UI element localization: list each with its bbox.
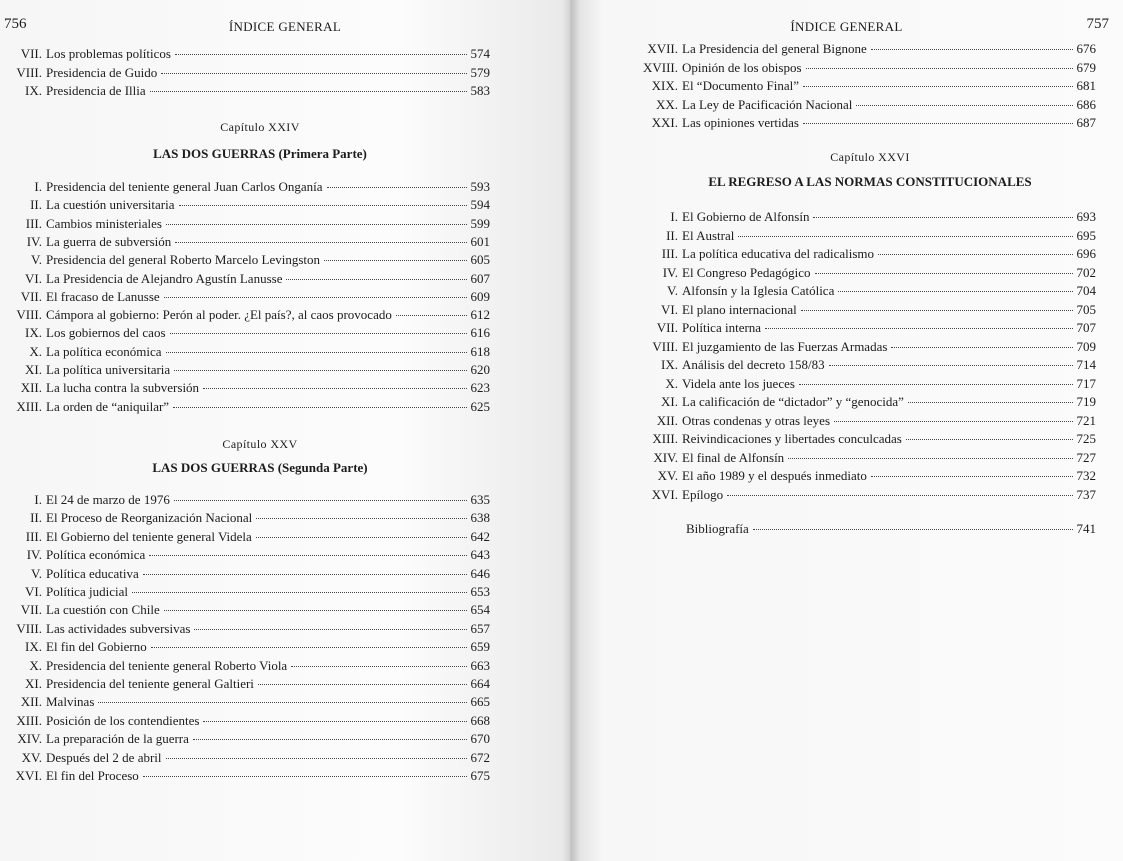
entry-page: 579	[470, 64, 490, 80]
leader-dots	[175, 53, 467, 55]
entry-title: Presidencia del general Roberto Marcelo Levingston	[46, 252, 320, 268]
entry-title: Política judicial	[46, 584, 128, 599]
entry-number: IX.	[661, 357, 678, 372]
entry-page: 601	[470, 233, 490, 249]
entry-page: 659	[470, 639, 490, 655]
leader-dots	[324, 259, 467, 261]
entry-number: XV.	[21, 749, 42, 765]
entry-number: X.	[29, 343, 42, 359]
leader-dots	[256, 536, 467, 538]
entry-page: 704	[1076, 283, 1096, 298]
entry-number: V.	[667, 283, 678, 298]
entry-title: Malvinas	[46, 694, 95, 710]
toc-entry	[4, 528, 490, 546]
entry-number: X.	[665, 375, 678, 391]
leader-dots	[803, 85, 1073, 87]
entry-page: 707	[1076, 320, 1096, 335]
entry-page: 672	[470, 749, 490, 765]
entry-title: El fin del Proceso	[46, 768, 139, 783]
running-head: ÍNDICE GENERAL	[790, 19, 903, 34]
leader-dots	[908, 401, 1073, 403]
toc-entry	[4, 233, 490, 251]
entry-page: 574	[470, 46, 490, 61]
entry-page: 609	[470, 288, 490, 304]
entry-number: XVII.	[647, 41, 678, 56]
entry-title: La lucha contra la subversión	[46, 380, 200, 396]
entry-title: Posición de los contendientes	[46, 712, 200, 728]
toc-entry	[4, 712, 490, 730]
leader-dots	[396, 314, 467, 316]
entry-number: XVIII.	[642, 59, 678, 75]
entry-number: V.	[31, 252, 42, 268]
toc-entry	[4, 601, 490, 619]
leader-dots	[856, 104, 1072, 106]
entry-page: 687	[1076, 115, 1096, 130]
chapter-title: LAS DOS GUERRAS (Primera Parte)	[153, 146, 367, 161]
toc-entry	[4, 767, 490, 785]
entry-number: VIII.	[16, 64, 42, 80]
entry-title: El Congreso Pedagógico	[682, 264, 811, 280]
entry-page: 646	[470, 565, 490, 581]
entry-page: 732	[1076, 468, 1096, 483]
entry-title: Presidencia del teniente general Galtieri	[46, 676, 254, 691]
chapter-label: Capítulo XXVI	[830, 150, 910, 164]
entry-page: 638	[470, 510, 490, 526]
entry-title: Reivindicaciones y libertades conculcadas	[682, 431, 902, 446]
entry-title: Presidencia de Illia	[46, 83, 146, 98]
entry-page: 583	[470, 83, 490, 98]
entry-page: 612	[470, 307, 490, 323]
leader-dots	[891, 346, 1072, 348]
entry-page: 616	[470, 325, 490, 341]
entry-number: VII.	[20, 288, 42, 304]
entry-title: La cuestión con Chile	[46, 602, 160, 618]
entry-number: VII.	[20, 602, 42, 618]
entry-number: VI.	[661, 301, 678, 317]
entry-number: III.	[661, 246, 678, 261]
toc-entry	[4, 638, 490, 656]
leader-dots	[166, 351, 467, 353]
entry-number: XIII.	[16, 712, 42, 728]
leader-dots	[727, 494, 1072, 496]
leader-dots	[164, 296, 467, 298]
leader-dots	[799, 383, 1073, 385]
entry-title: Cambios ministeriales	[46, 215, 162, 231]
leader-dots	[906, 438, 1073, 440]
leader-dots	[193, 738, 467, 740]
leader-dots	[815, 272, 1073, 274]
toc-entry	[6, 64, 490, 82]
toc-entry	[4, 693, 490, 711]
entry-number: V.	[31, 565, 42, 581]
toc-entry	[4, 730, 490, 748]
entry-title: Presidencia de Guido	[46, 64, 158, 80]
entry-number: IV.	[662, 264, 678, 280]
entry-page: 643	[470, 547, 490, 563]
page-number: 757	[1086, 16, 1109, 32]
entry-page: 721	[1076, 412, 1096, 428]
toc-entry	[4, 361, 490, 379]
entry-title: La política educativa del radicalismo	[682, 246, 875, 261]
entry-title: Bibliografía	[686, 521, 749, 536]
entry-number: XII.	[20, 694, 42, 710]
entry-number: XIV.	[17, 731, 42, 747]
toc-entry	[4, 178, 490, 196]
entry-title: La cuestión universitaria	[46, 197, 175, 213]
entry-page: 599	[470, 215, 490, 231]
entry-title: Opinión de los obispos	[682, 59, 802, 75]
entry-page: 594	[470, 197, 490, 213]
leader-dots	[175, 241, 466, 243]
toc-entry	[6, 45, 490, 63]
entry-page: 741	[1076, 521, 1096, 536]
toc-entry	[4, 251, 490, 269]
entry-number: VI.	[25, 270, 42, 286]
entry-title: Otras condenas y otras leyes	[682, 412, 831, 428]
entry-page: 657	[470, 620, 490, 636]
entry-number: IV.	[26, 233, 42, 249]
entry-title: El año 1989 y el después inmediato	[682, 468, 867, 483]
page-number: 756	[4, 16, 27, 32]
toc-entry	[636, 77, 1096, 95]
entry-page: 693	[1076, 209, 1096, 224]
entry-number: XIX.	[651, 78, 678, 93]
entry-page: 695	[1076, 227, 1096, 243]
chapter-title: LAS DOS GUERRAS (Segunda Parte)	[152, 460, 368, 475]
entry-page: 737	[1076, 486, 1096, 502]
entry-title: Las opiniones vertidas	[682, 115, 799, 130]
entry-page: 686	[1076, 96, 1096, 112]
toc-entry	[6, 82, 490, 100]
entry-title: La política universitaria	[46, 362, 171, 377]
entry-page: 618	[470, 343, 490, 359]
entry-page: 675	[470, 768, 490, 783]
entry-title: El Austral	[682, 227, 735, 243]
toc-entry	[636, 486, 1096, 504]
leader-dots	[179, 204, 467, 206]
entry-page: 727	[1076, 449, 1096, 465]
entry-title: La política económica	[46, 343, 162, 359]
entry-number: X.	[29, 657, 42, 673]
leader-dots	[150, 90, 467, 92]
gutter-shadow	[562, 0, 580, 861]
entry-number: XIII.	[16, 398, 42, 414]
toc-entry	[636, 40, 1096, 58]
toc-entry	[636, 319, 1096, 337]
entry-page: 663	[470, 657, 490, 673]
entry-page: 620	[470, 362, 490, 377]
entry-title: Política interna	[682, 320, 762, 335]
entry-title: Después del 2 de abril	[46, 749, 162, 765]
leader-dots	[173, 406, 466, 408]
entry-number: VII.	[656, 320, 678, 335]
entry-title: Análisis del decreto 158/83	[682, 357, 825, 372]
chapter-label: Capítulo XXV	[222, 437, 298, 451]
toc-entry	[4, 491, 490, 509]
leader-dots	[753, 528, 1073, 530]
leader-dots	[161, 72, 466, 74]
toc-entry	[636, 375, 1096, 393]
entry-title: La Presidencia de Alejandro Agustín Lanusse	[46, 270, 283, 286]
entry-title: La preparación de la guerra	[46, 731, 189, 747]
entry-number: XII.	[20, 380, 42, 396]
entry-title: Las actividades subversivas	[46, 620, 191, 636]
leader-dots	[143, 775, 467, 777]
entry-title: La orden de “aniquilar”	[46, 398, 170, 414]
entry-page: 642	[470, 528, 490, 544]
toc-entry	[636, 356, 1096, 374]
toc-entry	[4, 749, 490, 767]
entry-page: 725	[1076, 431, 1096, 446]
entry-page: 625	[470, 398, 490, 414]
toc-entry	[636, 430, 1096, 448]
leader-dots	[132, 591, 467, 593]
entry-page: 719	[1076, 394, 1096, 409]
entry-title: Presidencia del teniente general Roberto Viola	[46, 657, 288, 673]
leader-dots	[291, 665, 466, 667]
entry-title: Epílogo	[682, 486, 724, 502]
entry-title: Política educativa	[46, 565, 139, 581]
entry-page: 702	[1076, 264, 1096, 280]
toc-entry	[636, 59, 1096, 77]
entry-number: II.	[666, 227, 678, 243]
toc-entry	[4, 196, 490, 214]
toc-entry	[636, 282, 1096, 300]
toc-entry	[4, 288, 490, 306]
entry-page: 635	[470, 492, 490, 507]
leader-dots	[813, 216, 1072, 218]
leader-dots	[878, 253, 1072, 255]
entry-title: La Ley de Pacificación Nacional	[682, 96, 853, 112]
entry-page: 653	[470, 584, 490, 599]
toc-entry	[636, 114, 1096, 132]
entry-title: El Proceso de Reorganización Nacional	[46, 510, 253, 526]
entry-title: Videla ante los jueces	[682, 375, 795, 391]
entry-number: XXI.	[651, 115, 678, 130]
entry-title: El Gobierno del teniente general Videla	[46, 528, 252, 544]
toc-entry	[4, 324, 490, 342]
toc-entry	[636, 393, 1096, 411]
leader-dots	[98, 701, 466, 703]
entry-title: El fracaso de Lanusse	[46, 288, 160, 304]
toc-entry	[4, 620, 490, 638]
leader-dots	[174, 499, 467, 501]
leader-dots	[166, 223, 467, 225]
toc-entry	[636, 412, 1096, 430]
toc-entry	[636, 245, 1096, 263]
leader-dots	[151, 646, 467, 648]
toc-entry	[4, 215, 490, 233]
entry-title: El fin del Gobierno	[46, 639, 147, 655]
toc-entry	[636, 449, 1096, 467]
entry-title: Política económica	[46, 547, 146, 563]
entry-number: II.	[30, 197, 42, 213]
entry-number: IX.	[25, 325, 42, 341]
toc-entry	[636, 467, 1096, 485]
entry-page: 665	[470, 694, 490, 710]
entry-title: El Gobierno de Alfonsín	[682, 209, 810, 224]
toc-entry	[4, 583, 490, 601]
leader-dots	[829, 364, 1073, 366]
entry-page: 714	[1076, 357, 1096, 372]
toc-entry	[636, 264, 1096, 282]
leader-dots	[258, 683, 467, 685]
toc-entry	[4, 675, 490, 693]
right-page	[570, 0, 1123, 861]
entry-page: 664	[470, 676, 490, 691]
leader-dots	[327, 186, 467, 188]
entry-number: VIII.	[652, 338, 678, 354]
entry-title: El 24 de marzo de 1976	[46, 492, 170, 507]
leader-dots	[765, 327, 1072, 329]
leader-dots	[203, 387, 466, 389]
entry-page: 668	[470, 712, 490, 728]
leader-dots	[203, 720, 466, 722]
leader-dots	[834, 420, 1072, 422]
toc-entry	[4, 657, 490, 675]
entry-number: III.	[25, 215, 42, 231]
toc-entry	[636, 227, 1096, 245]
entry-title: El juzgamiento de las Fuerzas Armadas	[682, 338, 888, 354]
entry-page: 709	[1076, 338, 1096, 354]
toc-entry	[4, 306, 490, 324]
leader-dots	[166, 757, 467, 759]
entry-number: I.	[670, 209, 678, 224]
entry-number: III.	[25, 528, 42, 544]
entry-number: I.	[34, 179, 42, 194]
entry-page: 681	[1076, 78, 1096, 93]
entry-number: VII.	[20, 46, 42, 61]
entry-title: La Presidencia del general Bignone	[682, 41, 867, 56]
bibliography-entry	[686, 520, 1096, 538]
entry-number: IV.	[26, 547, 42, 563]
leader-dots	[286, 278, 466, 280]
toc-entry	[4, 398, 490, 416]
leader-dots	[806, 67, 1073, 69]
chapter-label: Capítulo XXIV	[220, 120, 300, 134]
entry-number: XX.	[655, 96, 678, 112]
leader-dots	[788, 457, 1072, 459]
toc-entry	[4, 546, 490, 564]
leader-dots	[194, 628, 466, 630]
leader-dots	[838, 290, 1072, 292]
entry-number: XIII.	[652, 431, 678, 446]
entry-page: 670	[470, 731, 490, 747]
entry-title: Los gobiernos del caos	[46, 325, 166, 341]
entry-number: XI.	[25, 676, 42, 691]
leader-dots	[871, 475, 1073, 477]
entry-page: 679	[1076, 59, 1096, 75]
toc-entry	[4, 270, 490, 288]
entry-page: 676	[1076, 41, 1096, 56]
entry-number: IX.	[25, 83, 42, 98]
leader-dots	[143, 573, 467, 575]
entry-page: 654	[470, 602, 490, 618]
entry-title: Cámpora al gobierno: Perón al poder. ¿El país?, al caos provocado	[46, 307, 392, 323]
entry-number: VI.	[25, 584, 42, 599]
toc-entry	[636, 338, 1096, 356]
entry-number: VIII.	[16, 307, 42, 323]
entry-number: XV.	[657, 468, 678, 483]
leader-dots	[174, 369, 466, 371]
leader-dots	[149, 554, 466, 556]
entry-title: Alfonsín y la Iglesia Católica	[682, 283, 835, 298]
entry-number: XVI.	[15, 768, 42, 783]
entry-page: 705	[1076, 301, 1096, 317]
entry-title: La guerra de subversión	[46, 233, 172, 249]
entry-page: 696	[1076, 246, 1096, 261]
leader-dots	[871, 48, 1073, 50]
entry-number: XIV.	[653, 449, 678, 465]
entry-number: VIII.	[16, 620, 42, 636]
leader-dots	[738, 235, 1072, 237]
entry-title: El final de Alfonsín	[682, 449, 785, 465]
toc-entry	[4, 343, 490, 361]
entry-number: XVI.	[651, 486, 678, 502]
leader-dots	[170, 332, 467, 334]
entry-number: II.	[30, 510, 42, 526]
toc-entry	[636, 96, 1096, 114]
entry-page: 607	[470, 270, 490, 286]
entry-number: XI.	[661, 394, 678, 409]
entry-title: Presidencia del teniente general Juan Carlos Onganía	[46, 179, 323, 194]
entry-number: XI.	[25, 362, 42, 377]
entry-page: 593	[470, 179, 490, 194]
entry-page: 623	[470, 380, 490, 396]
chapter-title: EL REGRESO A LAS NORMAS CONSTITUCIONALES	[708, 174, 1032, 189]
leader-dots	[256, 517, 466, 519]
entry-title: El “Documento Final”	[682, 78, 799, 93]
entry-number: IX.	[25, 639, 42, 655]
leader-dots	[803, 122, 1073, 124]
leader-dots	[801, 309, 1073, 311]
entry-number: XII.	[656, 412, 678, 428]
entry-page: 605	[470, 252, 490, 268]
toc-entry	[4, 565, 490, 583]
running-head: ÍNDICE GENERAL	[228, 19, 342, 34]
toc-entry	[4, 379, 490, 397]
toc-entry	[636, 208, 1096, 226]
entry-title: Los problemas políticos	[46, 46, 171, 61]
leader-dots	[164, 609, 467, 611]
entry-title: La calificación de “dictador” y “genocida”	[682, 394, 904, 409]
toc-entry	[636, 301, 1096, 319]
entry-page: 717	[1076, 375, 1096, 391]
entry-title: El plano internacional	[682, 301, 797, 317]
toc-entry	[4, 509, 490, 527]
entry-number: I.	[34, 492, 42, 507]
